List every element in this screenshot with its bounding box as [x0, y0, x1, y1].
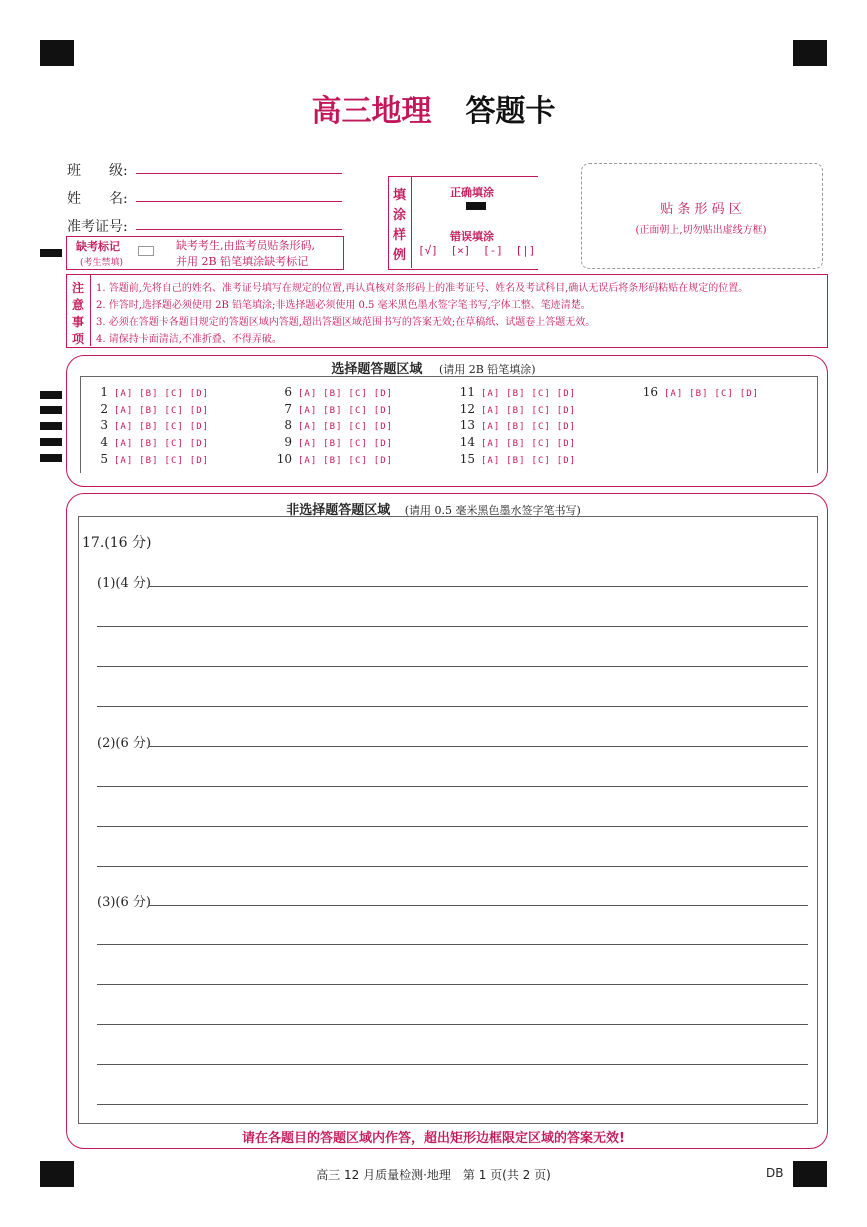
notes-head-3: 事: [72, 315, 85, 329]
option-d[interactable]: [D]: [556, 389, 577, 399]
option-b[interactable]: [B]: [139, 439, 159, 449]
question-4[interactable]: [88, 435, 209, 449]
notes-head-1: 注: [72, 281, 85, 295]
option-b[interactable]: [B]: [506, 422, 526, 432]
answer-line[interactable]: [97, 984, 808, 985]
absent-text-1: 缺考考生,由监考员贴条形码,: [176, 239, 315, 252]
nonchoice-title: [0, 499, 867, 518]
option-d[interactable]: [D]: [556, 422, 577, 432]
note-line-4: 4. 请保持卡面清洁,不准折叠、不得弄破。: [96, 334, 282, 345]
question-number: 6: [284, 385, 292, 399]
wrong-mark-check: [√]: [418, 244, 438, 257]
question-8[interactable]: [272, 418, 393, 432]
note-line-1: 1. 答题前,先将自己的姓名、准考证号填写在规定的位置,再认真核对条形码上的准考证号、姓名及考试科目,确认无误后将条形码粘贴在规定的位置。: [96, 283, 749, 294]
wrong-fill-marks: [418, 244, 535, 257]
question-number: 9: [284, 435, 292, 449]
nonchoice-title-sub: (请用 0.5 毫米黑色墨水签字笔书写): [404, 504, 581, 517]
question-10[interactable]: [272, 452, 393, 466]
correct-fill-label: 正确填涂: [450, 186, 494, 199]
question-1[interactable]: [88, 385, 209, 399]
option-d[interactable]: [D]: [556, 456, 577, 466]
option-a[interactable]: [A]: [114, 389, 134, 399]
option-a[interactable]: [A]: [664, 389, 684, 399]
option-d[interactable]: [D]: [373, 389, 394, 399]
footer-code: DB: [766, 1166, 784, 1180]
absent-checkbox[interactable]: [138, 246, 154, 256]
option-d[interactable]: [D]: [556, 439, 577, 449]
choice-title: [0, 358, 867, 377]
option-a[interactable]: [A]: [298, 422, 318, 432]
option-b[interactable]: [B]: [323, 439, 343, 449]
side-mark-4: [40, 438, 62, 446]
exam-id-field[interactable]: [136, 229, 342, 230]
side-mark-absent: [40, 249, 62, 257]
option-a[interactable]: [A]: [298, 389, 318, 399]
option-a[interactable]: [A]: [298, 456, 318, 466]
option-c[interactable]: [C]: [714, 389, 734, 399]
question-number: 10: [276, 452, 292, 466]
absent-sub: (考生禁填): [80, 258, 124, 268]
option-b[interactable]: [B]: [323, 422, 343, 432]
fill-char-3: 样: [393, 228, 407, 243]
question-2[interactable]: [88, 402, 209, 416]
answer-line[interactable]: [148, 905, 808, 906]
question-number: 7: [284, 402, 292, 416]
wrong-mark-dash: [-]: [483, 244, 503, 257]
class-label: 班 级:: [67, 163, 128, 179]
option-b[interactable]: [B]: [139, 456, 159, 466]
boundary-warning: 请在各题目的答题区域内作答，超出矩形边框限定区域的答案无效!: [242, 1131, 625, 1146]
notes-divider: [90, 274, 91, 346]
question-number: 1: [100, 385, 108, 399]
question-number: 8: [284, 418, 292, 432]
option-a[interactable]: [A]: [481, 456, 501, 466]
question-15[interactable]: [455, 452, 576, 466]
part-3-label: (3)(6 分): [97, 895, 151, 910]
wrong-mark-bar: [|]: [515, 244, 536, 257]
name-label: 姓 名:: [67, 191, 128, 207]
option-c[interactable]: [C]: [164, 422, 184, 432]
answer-line[interactable]: [148, 746, 808, 747]
option-b[interactable]: [B]: [323, 406, 343, 416]
question-number: 5: [100, 452, 108, 466]
choice-title-text: 选择题答题区域: [331, 362, 423, 377]
question-number: 2: [100, 402, 108, 416]
question-13[interactable]: [455, 418, 576, 432]
option-c[interactable]: [C]: [164, 439, 184, 449]
card-title: 答题卡: [465, 94, 556, 129]
page-title: [0, 86, 867, 130]
part-1-label: (1)(4 分): [97, 576, 151, 591]
fill-char-1: 填: [393, 188, 407, 203]
corner-mark-top-right: [793, 40, 827, 66]
question-6[interactable]: [272, 385, 393, 399]
side-mark-1: [40, 391, 62, 399]
option-c[interactable]: [C]: [348, 406, 368, 416]
option-d[interactable]: [D]: [373, 456, 394, 466]
fill-char-2: 涂: [393, 208, 407, 223]
option-a[interactable]: [A]: [114, 439, 134, 449]
footer-page-info: 高三 12 月质量检测·地理 第 1 页(共 2 页): [316, 1168, 551, 1182]
option-a[interactable]: [A]: [481, 389, 501, 399]
question-3[interactable]: [88, 418, 209, 432]
option-b[interactable]: [B]: [506, 456, 526, 466]
answer-line[interactable]: [97, 706, 808, 707]
option-c[interactable]: [C]: [531, 456, 551, 466]
option-b[interactable]: [B]: [139, 422, 159, 432]
name-field[interactable]: [136, 201, 342, 202]
option-c[interactable]: [C]: [531, 439, 551, 449]
option-c[interactable]: [C]: [348, 389, 368, 399]
question-16[interactable]: [638, 385, 759, 399]
question-7[interactable]: [272, 402, 393, 416]
option-d[interactable]: [D]: [373, 422, 394, 432]
question-number: 14: [459, 435, 475, 449]
answer-line[interactable]: [97, 786, 808, 787]
question-number: 11: [459, 385, 475, 399]
option-a[interactable]: [A]: [298, 439, 318, 449]
option-a[interactable]: [A]: [481, 422, 501, 432]
question-5[interactable]: [88, 452, 209, 466]
part-2-label: (2)(6 分): [97, 736, 151, 751]
question-11[interactable]: [455, 385, 576, 399]
option-a[interactable]: [A]: [114, 422, 134, 432]
wrong-mark-cross: [×]: [450, 244, 471, 257]
answer-line[interactable]: [97, 666, 808, 667]
option-c[interactable]: [C]: [164, 406, 184, 416]
option-d[interactable]: [D]: [189, 422, 210, 432]
option-d[interactable]: [D]: [556, 406, 577, 416]
option-c[interactable]: [C]: [531, 422, 551, 432]
answer-line[interactable]: [97, 626, 808, 627]
class-field[interactable]: [136, 173, 342, 174]
answer-line[interactable]: [97, 1104, 808, 1105]
option-d[interactable]: [D]: [373, 406, 394, 416]
option-c[interactable]: [C]: [531, 389, 551, 399]
side-mark-3: [40, 422, 62, 430]
option-b[interactable]: [B]: [323, 456, 343, 466]
option-c[interactable]: [C]: [164, 389, 184, 399]
option-b[interactable]: [B]: [323, 389, 343, 399]
option-a[interactable]: [A]: [481, 406, 501, 416]
option-b[interactable]: [B]: [506, 406, 526, 416]
correct-fill-sample: [466, 202, 486, 210]
fill-example-divider: [411, 176, 412, 268]
question-number: 13: [459, 418, 475, 432]
subject-title: 高三地理: [311, 94, 432, 129]
question-number: 16: [642, 385, 658, 399]
option-c[interactable]: [C]: [531, 406, 551, 416]
option-a[interactable]: [A]: [481, 439, 501, 449]
option-d[interactable]: [D]: [189, 406, 210, 416]
side-mark-5: [40, 454, 62, 462]
notes-head-2: 意: [72, 298, 85, 312]
option-c[interactable]: [C]: [164, 456, 184, 466]
question-number: 12: [459, 402, 475, 416]
option-d[interactable]: [D]: [373, 439, 394, 449]
answer-line[interactable]: [97, 826, 808, 827]
question-number: 4: [100, 435, 108, 449]
answer-line[interactable]: [97, 866, 808, 867]
choice-title-sub: (请用 2B 铅笔填涂): [438, 363, 536, 376]
question-number: 3: [100, 418, 108, 432]
wrong-fill-label: 错误填涂: [450, 230, 494, 243]
option-b[interactable]: [B]: [689, 389, 709, 399]
side-mark-2: [40, 406, 62, 414]
answer-line[interactable]: [148, 586, 808, 587]
option-d[interactable]: [D]: [189, 456, 210, 466]
option-d[interactable]: [D]: [189, 389, 210, 399]
absent-text-2: 并用 2B 铅笔填涂缺考标记: [176, 255, 309, 268]
absent-label: 缺考标记: [76, 240, 120, 253]
question-9[interactable]: [272, 435, 393, 449]
option-c[interactable]: [C]: [348, 439, 368, 449]
question-14[interactable]: [455, 435, 576, 449]
barcode-sub: (正面朝上,切勿贴出虚线方框): [635, 225, 767, 236]
question-number: 15: [459, 452, 475, 466]
option-c[interactable]: [C]: [348, 456, 368, 466]
option-a[interactable]: [A]: [114, 406, 134, 416]
fill-char-4: 例: [393, 248, 407, 263]
barcode-title: 贴 条 形 码 区: [660, 202, 742, 217]
option-a[interactable]: [A]: [114, 456, 134, 466]
note-line-2: 2. 作答时,选择题必须使用 2B 铅笔填涂;非选择题必须使用 0.5 毫米黑色墨水签字笔书写,字体工整、笔迹清楚。: [96, 300, 591, 311]
answer-line[interactable]: [97, 1064, 808, 1065]
exam-id-label: 准考证号:: [67, 219, 128, 235]
option-d[interactable]: [D]: [189, 439, 210, 449]
note-line-3: 3. 必须在答题卡各题目规定的答题区域内答题,超出答题区域范围书写的答案无效;在草稿纸、试题卷上答题无效。: [96, 317, 596, 328]
nonchoice-title-text: 非选择题答题区域: [286, 503, 391, 518]
option-b[interactable]: [B]: [139, 389, 159, 399]
nonchoice-inner-box: [78, 516, 818, 1124]
corner-mark-top-left: [40, 40, 74, 66]
option-c[interactable]: [C]: [348, 422, 368, 432]
option-b[interactable]: [B]: [506, 389, 526, 399]
option-b[interactable]: [B]: [139, 406, 159, 416]
question-17-label: 17.(16 分): [82, 535, 152, 551]
option-b[interactable]: [B]: [506, 439, 526, 449]
question-12[interactable]: [455, 402, 576, 416]
notes-head-4: 项: [72, 332, 85, 346]
answer-line[interactable]: [97, 1024, 808, 1025]
option-a[interactable]: [A]: [298, 406, 318, 416]
option-d[interactable]: [D]: [739, 389, 760, 399]
answer-line[interactable]: [97, 944, 808, 945]
